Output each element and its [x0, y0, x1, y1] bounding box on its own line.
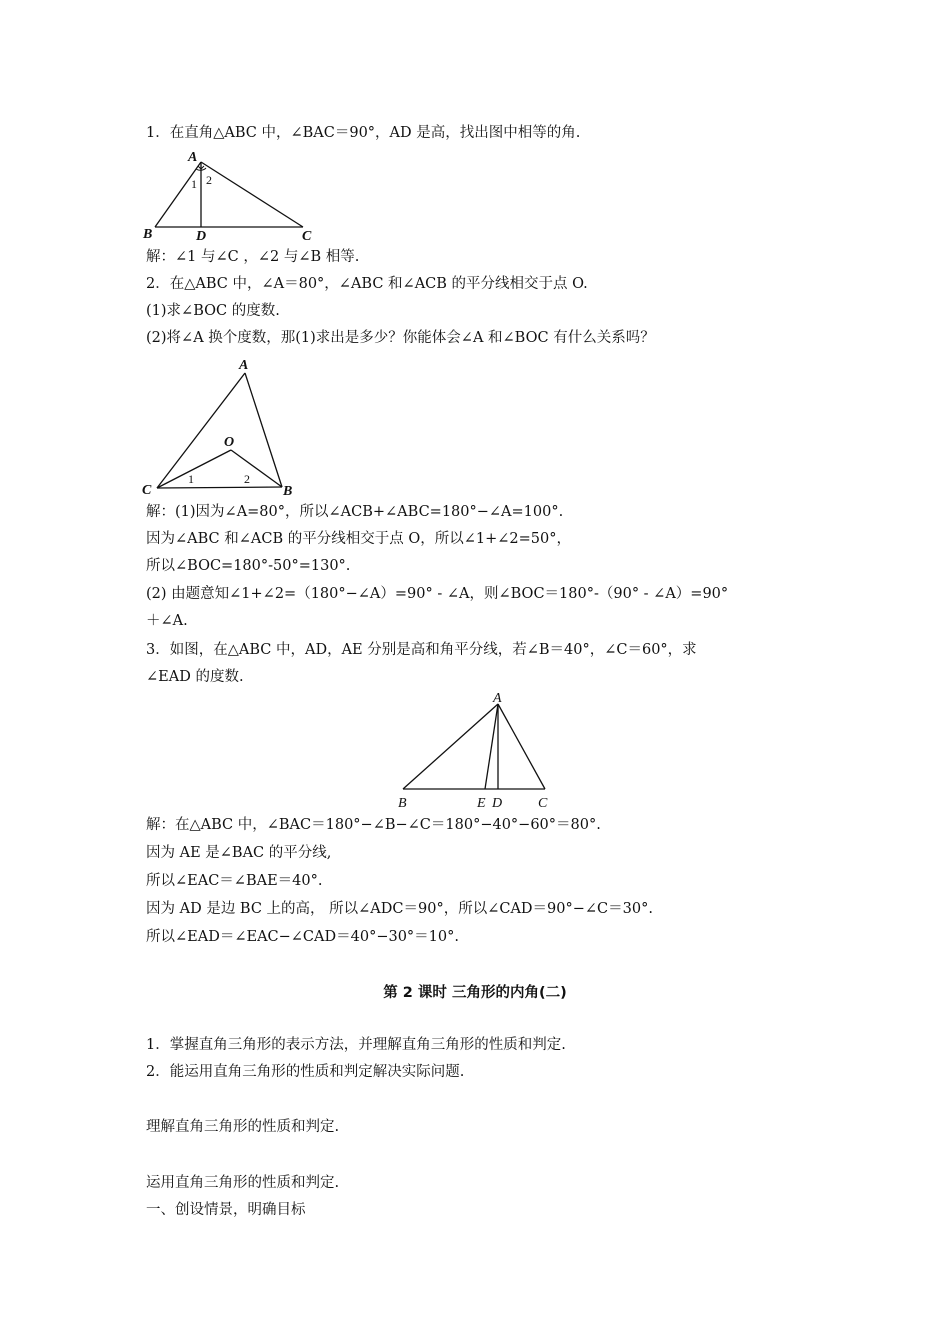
- q1-question: 1．在直角△ABC 中，∠BAC＝90°，AD 是高，找出图中相等的角.: [146, 125, 581, 141]
- q2-label-angle1: 1: [188, 472, 194, 486]
- lesson-difficulty: 运用直角三角形的性质和判定.: [146, 1175, 340, 1191]
- q3-side-ac: [498, 704, 545, 789]
- q2-side-cb: [157, 487, 282, 488]
- q3-bisector-ae: [485, 704, 498, 789]
- q2-figure: [140, 355, 300, 497]
- q1-label-b: B: [143, 227, 153, 242]
- q1-label-angle1: 1: [191, 177, 197, 191]
- q3-figure: [390, 690, 565, 812]
- q2-solution-line5: ＋∠A.: [146, 613, 188, 629]
- q1-figure: [140, 148, 315, 244]
- q2-solution-line1: 解：(1)因为∠A=80°，所以∠ACB+∠ABC=180°−∠A=100°.: [146, 504, 564, 520]
- q2-label-o: O: [224, 435, 235, 450]
- q1-side-ac: [201, 162, 303, 227]
- lesson-goal-2: 2．能运用直角三角形的性质和判定解决实际问题.: [146, 1064, 465, 1080]
- q3-solution-line5: 所以∠EAD＝∠EAC−∠CAD＝40°−30°＝10°.: [146, 929, 459, 945]
- q3-label-d: D: [492, 796, 503, 811]
- q1-label-d: D: [196, 229, 207, 244]
- q2-bisector-bo: [231, 450, 282, 487]
- q1-side-ab: [155, 162, 201, 227]
- q2-part1: (1)求∠BOC 的度数.: [146, 303, 280, 319]
- q2-label-a: A: [239, 358, 249, 373]
- q2-part2: (2)将∠A 换个度数，那(1)求出是多少？你能体会∠A 和∠BOC 有什么关系吗？: [146, 330, 655, 346]
- q2-label-b: B: [283, 484, 293, 499]
- lesson-goal-1: 1．掌握直角三角形的表示方法，并理解直角三角形的性质和判定.: [146, 1037, 566, 1053]
- q1-label-c: C: [302, 229, 312, 244]
- q2-solution-line3: 所以∠BOC=180°-50°=130°.: [146, 558, 351, 574]
- q1-label-a: A: [188, 150, 198, 165]
- q2-question: 2．在△ABC 中，∠A＝80°，∠ABC 和∠ACB 的平分线相交于点 O.: [146, 276, 588, 292]
- q1-label-angle2: 2: [206, 173, 212, 187]
- q3-side-ab: [403, 704, 498, 789]
- q3-question-line1: 3．如图，在△ABC 中，AD，AE 分别是高和角平分线，若∠B＝40°，∠C＝60°，求: [146, 642, 697, 658]
- q3-solution-line2: 因为 AE 是∠BAC 的平分线,: [146, 845, 332, 861]
- q3-solution-line3: 所以∠EAC＝∠BAE＝40°.: [146, 873, 323, 889]
- q1-answer: 解：∠1 与∠C ，∠2 与∠B 相等.: [146, 249, 360, 265]
- q3-label-e: E: [477, 796, 486, 811]
- q2-side-ca: [157, 373, 245, 488]
- lesson-title: 第 2 课时 三角形的内角(二): [383, 985, 567, 1001]
- q2-solution-line4: (2) 由题意知∠1+∠2=（180°−∠A）=90° - ∠A，则∠BOC＝180°-（90° - ∠A）=90°: [146, 586, 729, 602]
- q2-bisector-co: [157, 450, 231, 488]
- lesson-key-point: 理解直角三角形的性质和判定.: [146, 1119, 340, 1135]
- q2-label-angle2: 2: [244, 472, 250, 486]
- q3-question-line2: ∠EAD 的度数.: [146, 669, 244, 685]
- lesson-section-1: 一、创设情景，明确目标: [146, 1202, 306, 1218]
- q3-label-a: A: [493, 691, 502, 706]
- q3-label-c: C: [538, 796, 548, 811]
- q2-solution-line2: 因为∠ABC 和∠ACB 的平分线相交于点 O，所以∠1+∠2=50°，: [146, 531, 571, 547]
- q2-label-c: C: [142, 483, 152, 498]
- q2-side-ab: [245, 373, 282, 487]
- q3-solution-line4: 因为 AD 是边 BC 上的高， 所以∠ADC＝90°，所以∠CAD＝90°−∠C＝30°.: [146, 901, 653, 917]
- q3-label-b: B: [398, 796, 407, 811]
- q3-solution-line1: 解：在△ABC 中，∠BAC＝180°−∠B−∠C＝180°−40°−60°＝80°.: [146, 817, 601, 833]
